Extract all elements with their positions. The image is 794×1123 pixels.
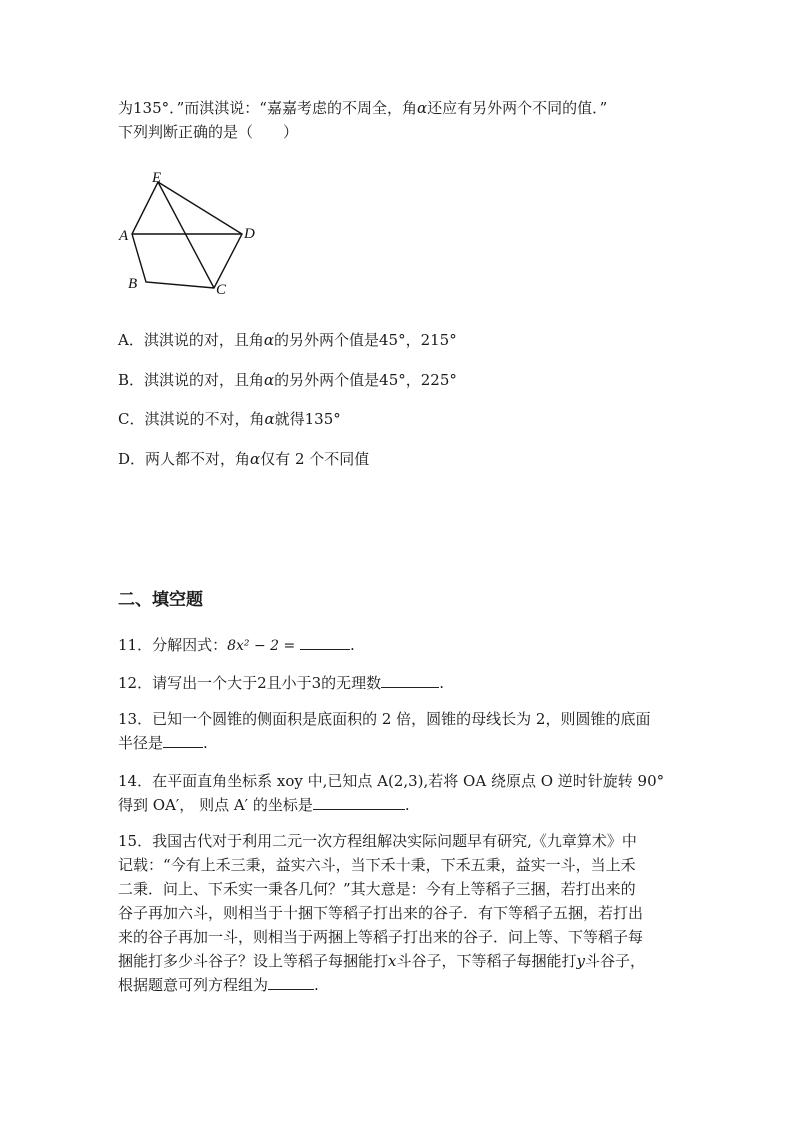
variable-x: x: [388, 952, 397, 970]
pentagon-outline: [132, 182, 242, 288]
question-15-line5: 来的谷子再加一斗，则相当于两捆上等稻子打出来的谷子．问上等、下等稻子每: [118, 928, 644, 946]
q14-answer-blank[interactable]: [313, 793, 405, 810]
question-15-line3: 二秉．问上、下禾实一秉各几何？”其大意是：今有上等稻子三捆，若打出来的: [118, 880, 636, 898]
q11-answer-blank[interactable]: [300, 633, 350, 650]
label-b: B: [128, 276, 138, 292]
option-a: A．淇淇说的对，且角α的另外两个值是45°，215°: [118, 331, 457, 349]
label-c: C: [216, 282, 227, 298]
q12-answer-blank[interactable]: [381, 671, 439, 688]
problem10-line1: 为135°．”而淇淇说：“嘉嘉考虑的不周全，角α还应有另外两个不同的值．”: [118, 99, 608, 117]
question-15-line1: 15．我国古代对于利用二元一次方程组解决实际问题早有研究,《九章算术》中: [118, 832, 637, 850]
label-a: A: [119, 228, 129, 244]
section-heading: 二、填空题: [118, 590, 203, 610]
question-11: 11．分解因式：8x² − 2 = .: [118, 633, 355, 658]
option-d: D．两人都不对，角α仅有 2 个不同值: [118, 450, 370, 468]
alpha-symbol: α: [416, 99, 428, 117]
question-15-line4: 谷子再加六斗，则相当于十捆下等稻子打出来的谷子．有下等稻子五捆，若打出: [118, 904, 644, 922]
option-c: C．淇淇说的不对，角α就得135°: [118, 410, 341, 428]
question-13-line1: 13．已知一个圆锥的侧面积是底面积的 2 倍，圆锥的母线长为 2，则圆锥的底面: [118, 710, 651, 728]
question-15-line2: 记载：“今有上禾三秉，益实六斗，当下禾十秉，下禾五秉，益实一斗，当上禾: [118, 856, 636, 874]
option-b: B．淇淇说的对，且角α的另外两个值是45°，225°: [118, 371, 457, 389]
question-14-line1: 14．在平面直角坐标系 xoy 中,已知点 A(2,3),若将 OA 绕原点 O 逆时针旋转 90°: [118, 772, 665, 790]
pentagon-figure: [112, 168, 272, 300]
diagonal-ec: [158, 182, 214, 288]
q11-expression: 8x² − 2 =: [227, 638, 296, 654]
question-14-line2: 得到 OA′， 则点 A′ 的坐标是 .: [118, 793, 410, 817]
q15-answer-blank[interactable]: [268, 973, 314, 990]
question-15-line7: 根据题意可列方程组为 .: [118, 973, 319, 997]
question-12: 12．请写出一个大于2且小于3的无理数 .: [118, 671, 444, 695]
question-13-line2: 半径是 .: [118, 731, 208, 755]
label-d: D: [244, 226, 255, 242]
problem10-line2: 下列判断正确的是（ ）: [118, 123, 299, 141]
variable-y: y: [576, 952, 585, 970]
question-15-line6: 捆能打多少斗谷子？设上等稻子每捆能打x斗谷子，下等稻子每捆能打y斗谷子，: [118, 952, 645, 970]
label-e: E: [152, 170, 162, 186]
q13-answer-blank[interactable]: [163, 731, 203, 748]
